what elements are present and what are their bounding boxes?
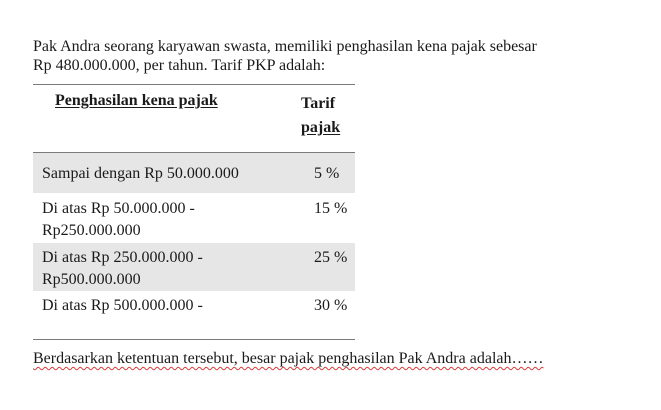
table-bottom-rule bbox=[33, 339, 355, 340]
row-3-rate: 25 % bbox=[314, 249, 348, 266]
row-3-income-line-1: Di atas Rp 250.000.000 - bbox=[42, 249, 203, 266]
row-1-rate: 5 % bbox=[314, 165, 340, 182]
header-rate-line-1: Tarif bbox=[301, 95, 336, 112]
row-2-rate: 15 % bbox=[314, 200, 348, 217]
table-row bbox=[33, 243, 355, 291]
intro-line-2: Rp 480.000.000, per tahun. Tarif PKP adalah: bbox=[33, 57, 326, 74]
row-2-income-line-2: Rp250.000.000 bbox=[42, 222, 141, 239]
header-rate-line-2: pajak bbox=[301, 119, 341, 136]
intro-paragraph bbox=[33, 37, 633, 75]
row-3-income bbox=[42, 247, 203, 291]
table-row bbox=[33, 291, 355, 327]
header-rate bbox=[301, 92, 340, 140]
table-top-rule bbox=[33, 84, 355, 85]
intro-line-1: Pak Andra seorang karyawan swasta, memiliki penghasilan kena pajak sebesar bbox=[33, 38, 537, 55]
row-1-income: Sampai dengan Rp 50.000.000 bbox=[42, 165, 239, 182]
row-2-income-line-1: Di atas Rp 50.000.000 - bbox=[42, 200, 195, 217]
row-2-income bbox=[42, 198, 195, 242]
row-4-rate: 30 % bbox=[314, 297, 348, 314]
row-3-income-line-2: Rp500.000.000 bbox=[42, 271, 141, 288]
table-row bbox=[33, 193, 355, 243]
header-income: Penghasilan kena pajak bbox=[55, 92, 218, 109]
question-text: Berdasarkan ketentuan tersebut, besar pajak penghasilan Pak Andra adalah…… bbox=[33, 350, 544, 367]
row-4-income: Di atas Rp 500.000.000 - bbox=[42, 297, 203, 314]
table-row bbox=[33, 153, 355, 193]
